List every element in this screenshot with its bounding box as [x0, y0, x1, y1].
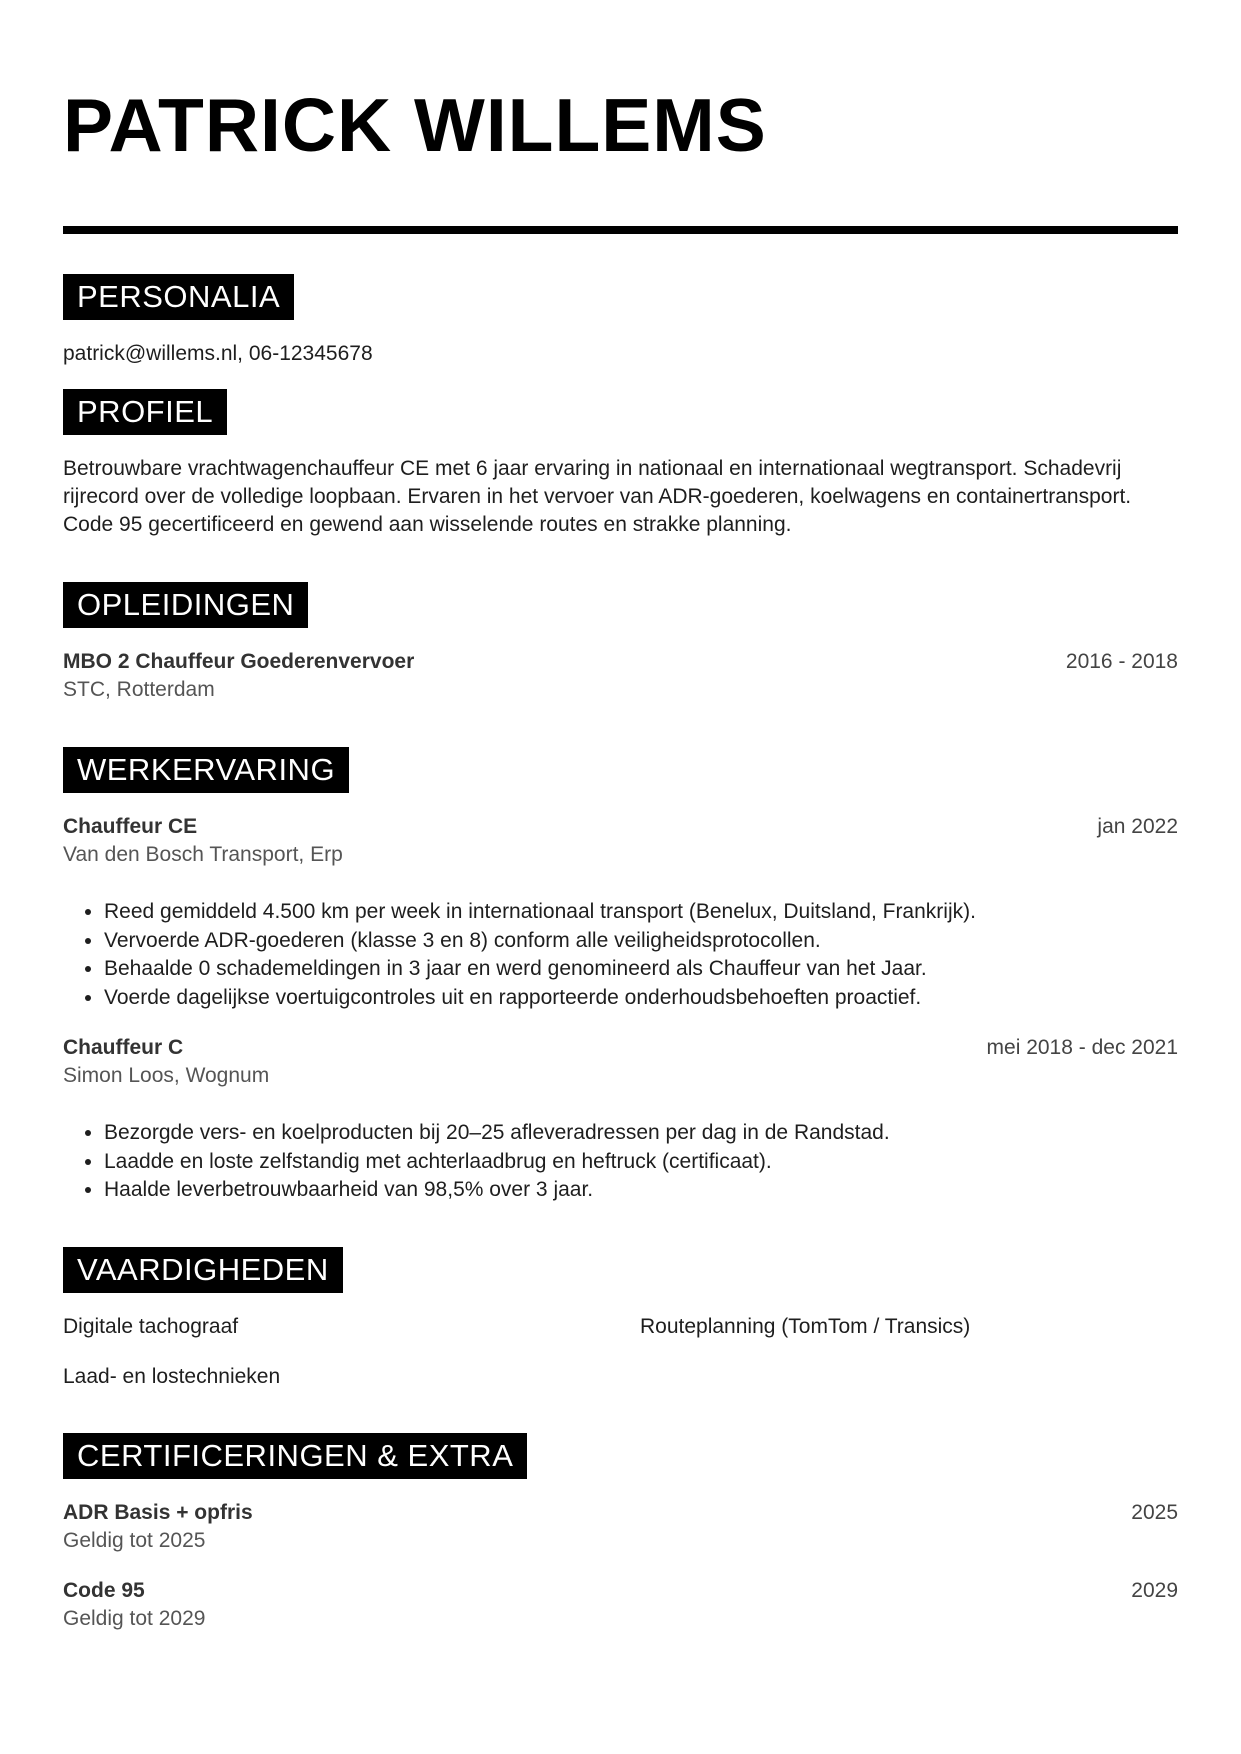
- job-bullet: • Voerde dagelijkse voertuigcontroles uit en rapporteerde onderhoudsbehoeften proactief.: [104, 984, 976, 1013]
- job-bullet: • Haalde leverbetrouwbaarheid van 98,5% over 3 jaar.: [104, 1176, 890, 1205]
- education-school: STC, Rotterdam: [63, 678, 215, 701]
- job-title: Chauffeur C: [63, 1036, 184, 1059]
- job-bullet: • Reed gemiddeld 4.500 km per week in internationaal transport (Benelux, Duitsland, Frankrijk).: [104, 898, 976, 927]
- job-date: mei 2018 - dec 2021: [986, 1036, 1178, 1059]
- certificate-validity: Geldig tot 2029: [63, 1607, 206, 1630]
- job-employer: Simon Loos, Wognum: [63, 1064, 270, 1087]
- skill-item: Routeplanning (TomTom / Transics): [640, 1315, 971, 1338]
- section-heading-opleidingen: OPLEIDINGEN: [63, 582, 308, 628]
- certificate-title: ADR Basis + opfris: [63, 1501, 253, 1524]
- certificate-validity: Geldig tot 2025: [63, 1529, 206, 1552]
- section-heading-werkervaring: WERKERVARING: [63, 747, 349, 793]
- job-bullet: • Bezorgde vers- en koelproducten bij 20–25 afleveradressen per dag in de Randstad.: [104, 1119, 890, 1148]
- job-date: jan 2022: [1097, 815, 1178, 838]
- section-heading-vaardigheden: VAARDIGHEDEN: [63, 1247, 343, 1293]
- job-bullets: [63, 1119, 890, 1205]
- job-bullet: • Laadde en loste zelfstandig met achterlaadbrug en heftruck (certificaat).: [104, 1148, 890, 1177]
- resume-name: PATRICK WILLEMS: [63, 83, 767, 167]
- job-bullet: • Behaalde 0 schademeldingen in 3 jaar en werd genomineerd als Chauffeur van het Jaar.: [104, 955, 976, 984]
- certificate-year: 2029: [1131, 1579, 1178, 1602]
- job-title: Chauffeur CE: [63, 815, 198, 838]
- skill-item: Laad- en lostechnieken: [63, 1365, 281, 1388]
- job-bullet: • Vervoerde ADR-goederen (klasse 3 en 8) conform alle veiligheidsprotocollen.: [104, 927, 976, 956]
- skill-item: Digitale tachograaf: [63, 1315, 239, 1338]
- certificate-title: Code 95: [63, 1579, 145, 1602]
- section-heading-profiel: PROFIEL: [63, 389, 227, 435]
- section-heading-certificeringen: CERTIFICERINGEN & EXTRA: [63, 1433, 527, 1479]
- education-title: MBO 2 Chauffeur Goederenvervoer: [63, 650, 415, 673]
- job-employer: Van den Bosch Transport, Erp: [63, 843, 343, 866]
- contact-info: patrick@willems.nl, 06-12345678: [63, 342, 373, 365]
- header-divider: [63, 226, 1178, 234]
- certificate-year: 2025: [1131, 1501, 1178, 1524]
- education-date: 2016 - 2018: [1065, 650, 1178, 673]
- profile-text: Betrouwbare vrachtwagenchauffeur CE met 6 jaar ervaring in nationaal en internationaal wegtransport. Schadevrij rijrecord over de volledige loopbaan. Ervaren in het vervoer van ADR-goederen, koelwagens en containertransport. Code 95 gecertificeerd en gewend aan wisselende routes en strakke planning.: [63, 457, 1132, 536]
- section-heading-personalia: PERSONALIA: [63, 274, 294, 320]
- job-bullets: [63, 898, 976, 1012]
